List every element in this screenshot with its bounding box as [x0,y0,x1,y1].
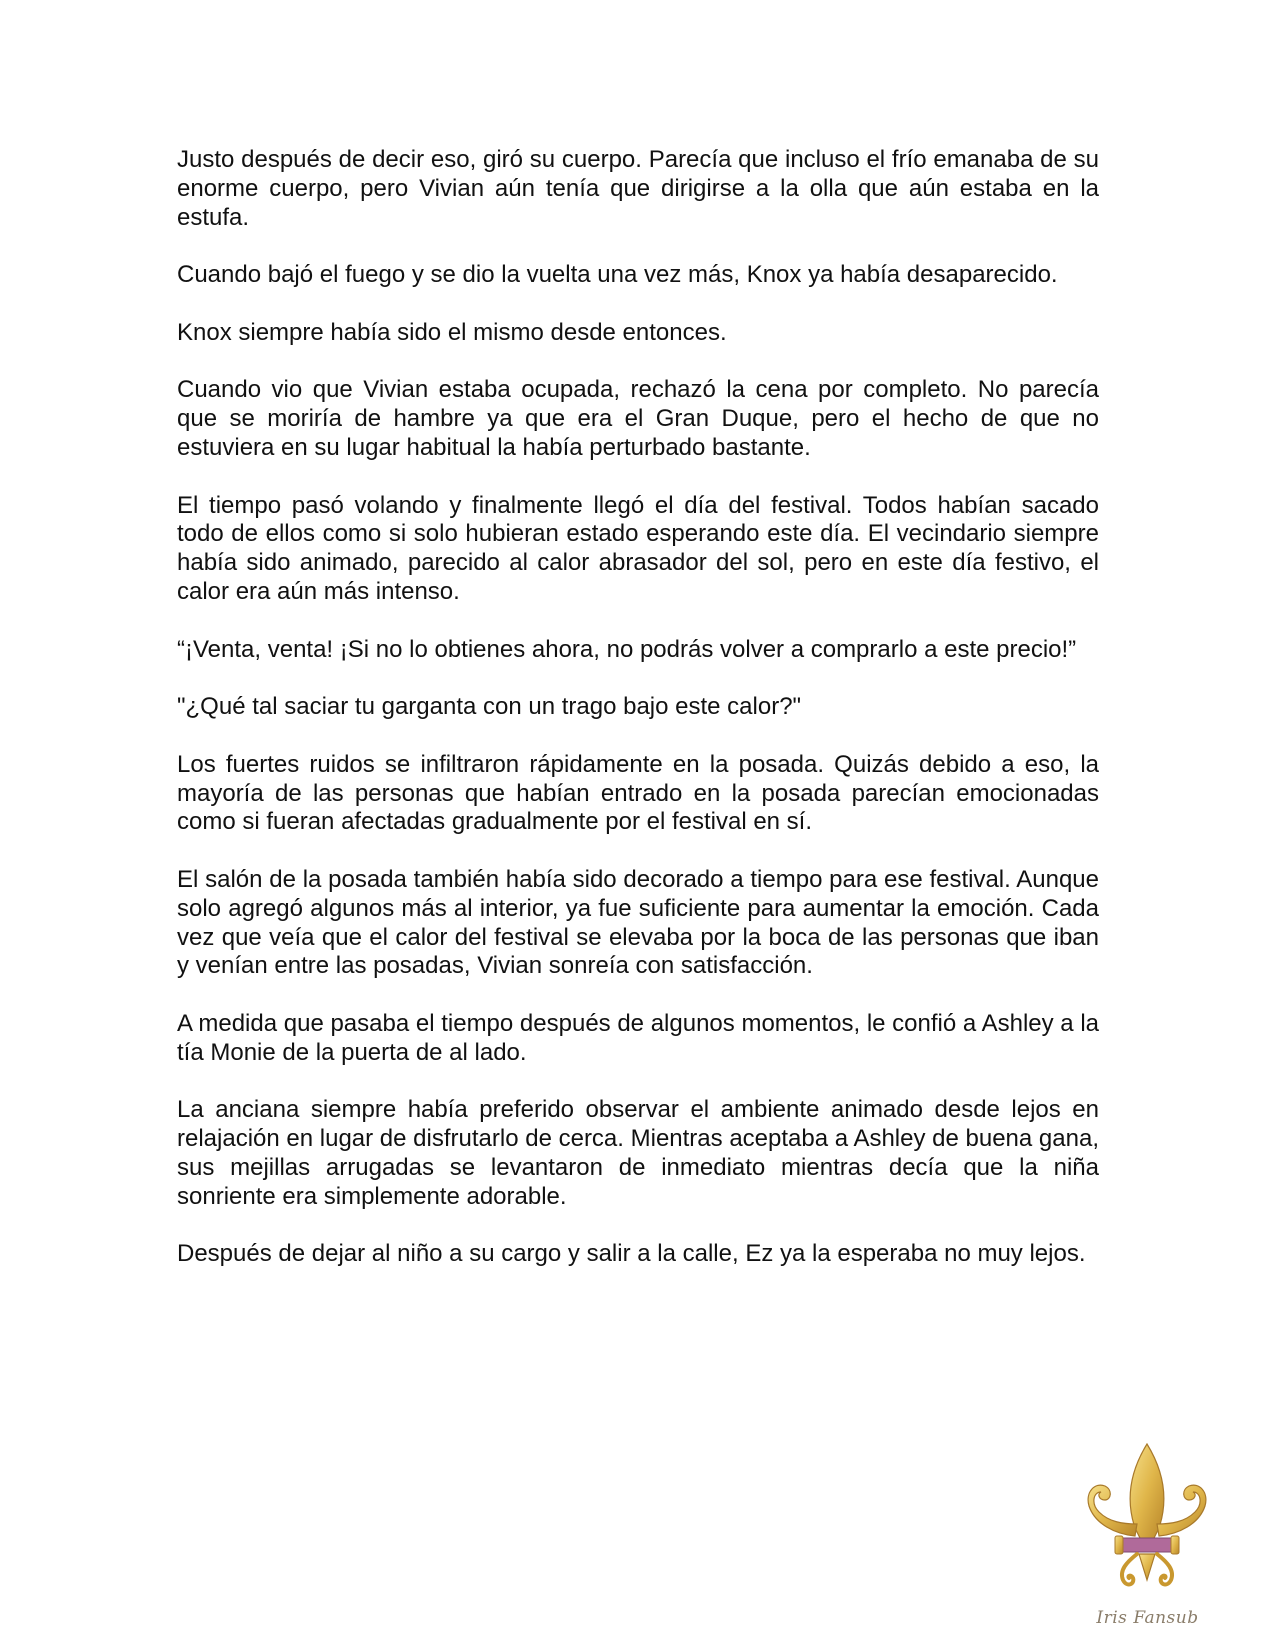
paragraph: Cuando vio que Vivian estaba ocupada, rechazó la cena por completo. No parecía que se moriría de hambre ya que era el Gran Duque, pero el hecho de que no estuviera en su lugar habitual la había perturbado bastante. [177,376,1099,461]
paragraph: El salón de la posada también había sido decorado a tiempo para ese festival. Aunque solo agregó algunos más al interior, ya fue suficiente para aumentar la emoción. Cada vez que veía que el calor del festival se elevaba por la boca de las personas que iban y venían entre las posadas, Vivian sonreía con satisfacción. [177,865,1099,980]
paragraph: La anciana siempre había preferido observar el ambiente animado desde lejos en relajación en lugar de disfrutarlo de cerca. Mientras aceptaba a Ashley de buena gana, sus mejillas arrugadas se levantaron de inmediato mientras decía que la niña sonriente era simplemente adorable. [177,1096,1099,1210]
dialogue-line: "¿Qué tal saciar tu garganta con un trago bajo este calor?" [177,693,802,721]
paragraph: Justo después de decir eso, giró su cuerpo. Parecía que incluso el frío emanaba de su enorme cuerpo, pero Vivian aún tenía que dirigirse a la olla que aún estaba en la estufa. [177,146,1099,231]
paragraph: Cuando bajó el fuego y se dio la vuelta una vez más, Knox ya había desaparecido. [177,261,1058,289]
paragraph: Los fuertes ruidos se infiltraron rápidamente en la posada. Quizás debido a eso, la mayoría de las personas que habían entrado en la posada parecían emocionadas como si fueran afectadas gradualmente por el festival en sí. [177,750,1099,836]
fansub-logo [1075,1440,1220,1640]
logo-caption: Iris Fansub [1096,1608,1199,1628]
paragraph: Knox siempre había sido el mismo desde entonces. [177,318,727,346]
paragraph: A medida que pasaba el tiempo después de algunos momentos, le confió a Ashley a la tía Monie de la puerta de al lado. [177,1009,1099,1066]
document-body [177,146,1099,1298]
dialogue-line: “¡Venta, venta! ¡Si no lo obtienes ahora, no podrás volver a comprarlo a este precio!” [177,635,1077,663]
fleur-de-lis-icon [1075,1440,1220,1610]
paragraph: El tiempo pasó volando y finalmente llegó el día del festival. Todos habían sacado todo de ellos como si solo hubieran estado esperando este día. El vecindario siempre había sido animado, parecido al calor abrasador del sol, pero en este día festivo, el calor era aún más intenso. [177,491,1099,605]
paragraph: Después de dejar al niño a su cargo y salir a la calle, Ez ya la esperaba no muy lejos. [177,1240,1086,1268]
